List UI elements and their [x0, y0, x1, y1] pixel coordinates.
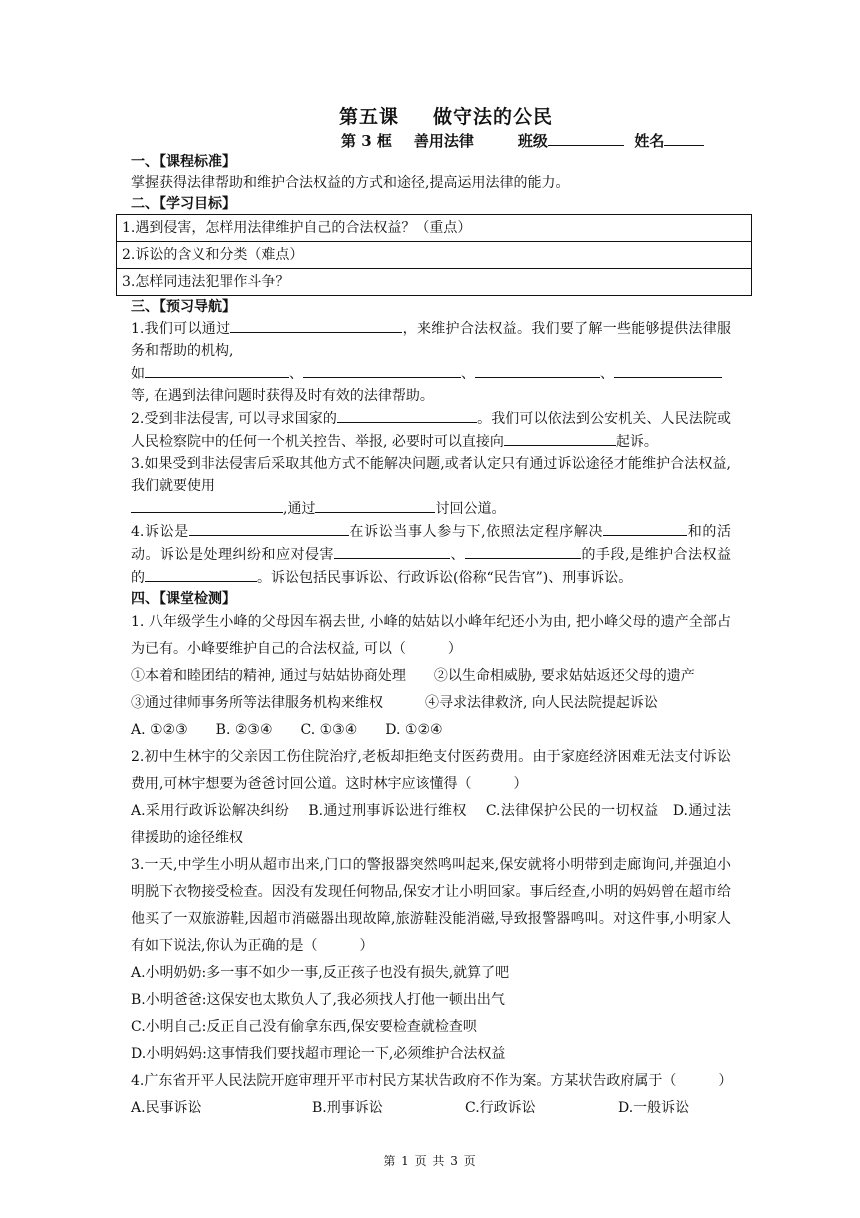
text-run: 、: [289, 366, 303, 382]
fill-blank[interactable]: [145, 566, 257, 582]
fill-blank[interactable]: [131, 497, 283, 513]
question-option: B.刑事诉讼: [312, 1100, 383, 1116]
learning-goals-table: [116, 214, 752, 296]
fill-blank[interactable]: [230, 317, 402, 333]
topic-label: 善用法律: [413, 132, 474, 150]
text-run: 2.受到非法侵害, 可以寻求国家的: [131, 411, 337, 427]
text-run: 和的活动。诉讼是处理纠纷和应对侵害: [131, 524, 732, 563]
fill-blank[interactable]: [315, 497, 435, 513]
preview-item-3: [131, 453, 731, 520]
goal-cell: 3.怎样同违法犯罪作斗争？: [117, 269, 752, 296]
preview-item-4: [131, 520, 731, 589]
text-run: 、: [461, 366, 475, 382]
preview-item-1: [131, 317, 731, 407]
text-run: 的手段,是维护合法权益的: [131, 547, 732, 586]
fill-blank[interactable]: [337, 407, 477, 423]
fill-blank[interactable]: [303, 362, 461, 378]
lesson-number: 第五课: [338, 106, 399, 128]
question-option: A.民事诉讼: [131, 1100, 202, 1116]
fill-blank[interactable]: [334, 543, 450, 559]
fill-blank[interactable]: [465, 543, 581, 559]
section-heading: 一、【课程标准】: [131, 154, 236, 170]
question-option: B.小明爸爸:这保安也太欺负人了,我必须找人打他一顿出出气: [131, 992, 505, 1008]
table-row: [117, 242, 752, 269]
question-options: [131, 1095, 731, 1122]
lesson-name: 做守法的公民: [433, 106, 554, 128]
goal-cell: 1.遇到侵害，怎样用法律维护自己的合法权益？（重点）: [117, 215, 752, 242]
page-title: [161, 104, 731, 130]
fill-blank[interactable]: [189, 520, 349, 536]
page-footer: 第 1 页 共 3 页: [383, 1154, 477, 1168]
question-option: ①本着和睦团结的精神, 通过与姑姑协商处理 ②以生命相威胁, 要求姑姑返还父母的遗产: [131, 668, 695, 684]
frame-label: 第 3 框: [341, 132, 392, 150]
question-option: A. ①②③ B. ②③④ C. ①③④ D. ①②④: [131, 722, 443, 738]
text-run: 讨回公道。: [435, 501, 506, 517]
fill-blank[interactable]: [603, 520, 687, 536]
class-label: 班级: [517, 132, 548, 150]
question-2: 2.初中生林宇的父亲因工伤住院治疗,老板却拒绝支付医药费用。由于家庭经济困难无法支付诉讼费用,可林宇想要为爸爸讨回公道。这时林宇应该懂得（ ）: [131, 749, 731, 792]
question-option: ③通过律师事务所等法律服务机构来维权 ④寻求法律救济, 向人民法院提起诉讼: [131, 695, 658, 711]
question-option: A.小明奶奶:多一事不如少一事,反正孩子也没有损失,就算了吧: [131, 965, 510, 981]
question-4: 4.广东省开平人民法院开庭审理开平市村民方某状告政府不作为案。方某状告政府属于（ ）: [131, 1073, 733, 1089]
text-run: 。诉讼包括民事诉讼、行政诉讼(俗称“民告官”)、刑事诉讼。: [257, 570, 633, 586]
question-option: D.小明妈妈:这事情我们要找超市理论一下,必须维护合法权益: [131, 1046, 506, 1062]
question-option: A.采用行政诉讼解决纠纷 B.通过刑事诉讼进行维权 C.法律保护公民的一切权益 D.通过法律援助的途径维权: [131, 803, 731, 846]
goal-cell: 2.诉讼的含义和分类（难点）: [117, 242, 752, 269]
text-run: 如: [131, 366, 145, 382]
page-subtitle: [131, 130, 731, 152]
text-run: 4.诉讼是: [131, 524, 189, 540]
name-label: 姓名: [634, 132, 665, 150]
section-heading: 三、【预习导航】: [131, 299, 236, 315]
question-option: C.行政诉讼: [465, 1100, 536, 1116]
text-run: ，来维护合法权益。我们要了解一些能够提供法律服务和帮助的机构,: [131, 321, 731, 359]
section-heading: 二、【学习目标】: [131, 196, 236, 212]
section-heading: 四、【课堂检测】: [131, 591, 236, 607]
text-run: 在诉讼当事人参与下,依照法定程序解决: [348, 524, 604, 540]
course-standard-text: 掌握获得法律帮助和维护合法权益的方式和途径,提高运用法律的能力。: [131, 175, 570, 191]
preview-item-2: [131, 407, 731, 453]
fill-blank[interactable]: [475, 362, 600, 378]
question-3: 3.一天,中学生小明从超市出来,门口的警报器突然鸣叫起来,保安就将小明带到走廊询问,并强迫小明脱下衣物接受检查。因没有发现任何物品,保安才让小明回家。事后经查,小明的妈妈曾在超市给他买了一双旅游鞋,因超市消磁器出现故障,旅游鞋没能消磁,导致报警器鸣叫。对这件事,小明家人有如下说法,你认为正确的是（ ）: [131, 857, 731, 954]
table-row: [117, 215, 752, 242]
question-option: C.小明自己:反正自己没有偷拿东西,保安要检查就检查呗: [131, 1019, 477, 1035]
text-run: 等, 在遇到法律问题时获得及时有效的法律帮助。: [131, 388, 434, 404]
fill-blank[interactable]: [145, 362, 289, 378]
table-row: [117, 269, 752, 296]
question-1: 1. 八年级学生小峰的父母因车祸去世, 小峰的姑姑以小峰年纪还小为由, 把小峰父母的遗产全部占为已有。小峰要维护自己的合法权益, 可以（ ）: [131, 614, 731, 657]
name-blank[interactable]: [664, 130, 704, 146]
text-run: ,通过: [283, 501, 316, 517]
worksheet-content: [122, 104, 733, 1122]
fill-blank[interactable]: [504, 430, 616, 446]
class-blank[interactable]: [548, 130, 624, 146]
text-run: 1.我们可以通过: [131, 321, 231, 337]
text-run: 3.如果受到非法侵害后采取其他方式不能解决问题,或者认定只有通过诉讼途径才能维护合法权益,我们就要使用: [131, 456, 731, 494]
text-run: 。我们可以依法到公安机关、人民法院或人民检察院中的任何一个机关控告、举报, 必要时可以直接向: [131, 411, 732, 450]
fill-blank[interactable]: [614, 362, 722, 378]
text-run: 、: [450, 547, 466, 563]
question-option: D.一般诉讼: [618, 1100, 690, 1116]
text-run: 起诉。: [615, 434, 658, 450]
text-run: 、: [600, 366, 614, 382]
